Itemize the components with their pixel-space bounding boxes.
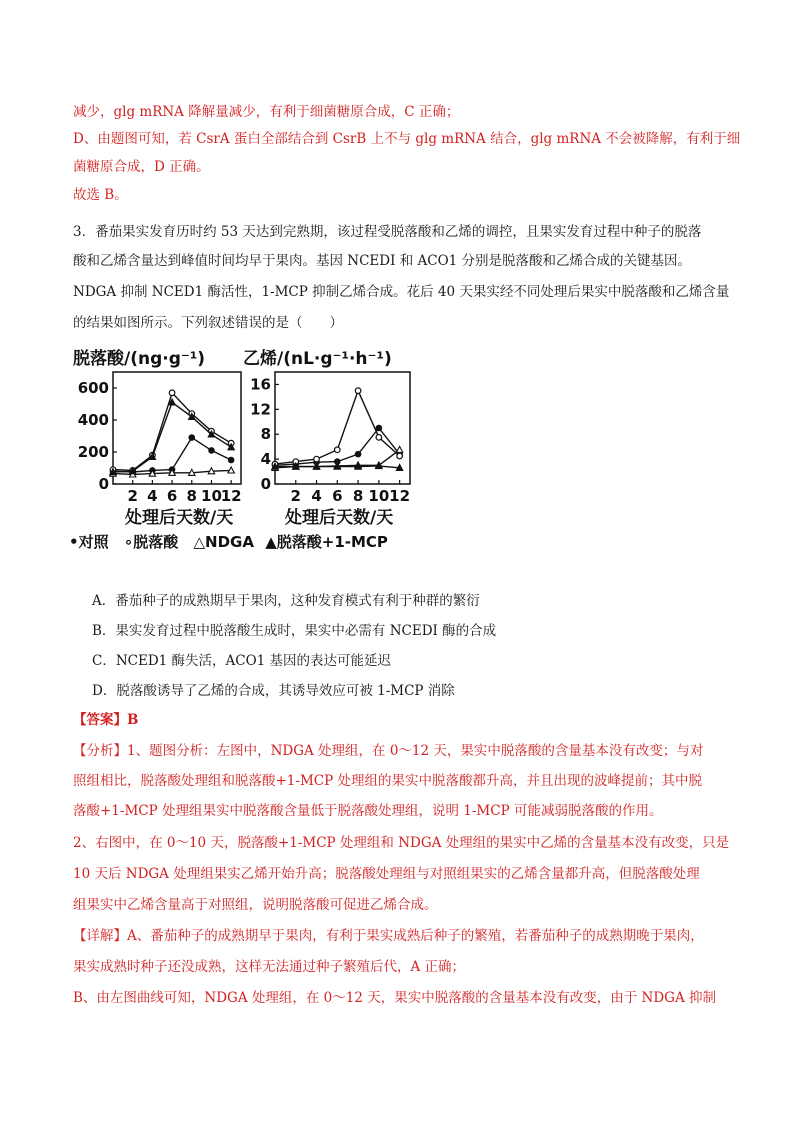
- analysis-line-1: 【分析】1、题图分析：左图中，NDGA 处理组，在 0～12 天，果实中脱落酸的含量基本没有改变；与对: [73, 743, 704, 759]
- question-line-1: 3．番茄果实发育历时约 53 天达到完熟期，该过程受脱落酸和乙烯的调控，且果实发育过程中种子的脱落: [73, 224, 702, 240]
- left-chart-xlabel: 处理后天数/天: [125, 508, 234, 528]
- answer-label: 【答案】B: [73, 712, 139, 728]
- left-xtick-label-5: 12: [220, 487, 242, 505]
- text-line-3: 菌糖原合成，D 正确。: [73, 159, 210, 175]
- legend-symbol-control: •: [69, 533, 79, 551]
- detail-line-1: 【详解】A、番茄种子的成熟期早于果肉，有利于果实成熟后种子的繁殖，若番茄种子的成熟期晚于果肉，: [73, 928, 704, 944]
- left-xtick-label-2: 6: [166, 487, 178, 505]
- right-point-aba-5: [376, 435, 382, 441]
- analysis-line-5: 10 天后 NDGA 处理组果实乙烯开始升高；脱落酸处理组与对照组果实的乙烯含量都升高，但脱落酸处理: [73, 866, 700, 882]
- left-ytick-label-1: 200: [77, 443, 109, 461]
- figure-charts: [65, 340, 465, 555]
- right-ytick-label-0: 0: [260, 475, 271, 493]
- legend-label-ndga: NDGA: [205, 533, 254, 551]
- left-series: [110, 390, 235, 477]
- question-line-4: 的结果如图所示。下列叙述错误的是（ ）: [73, 315, 343, 331]
- legend-symbol-aba: ∘: [123, 533, 134, 551]
- detail-line-2: 果实成熟时种子还没成熟，这样无法通过种子繁殖后代，A 正确；: [73, 959, 466, 975]
- legend-label-aba-mcp: 脱落酸+1-MCP: [276, 533, 388, 551]
- left-xtick-label-1: 4: [147, 487, 158, 505]
- left-point-control-4: [189, 435, 195, 441]
- right-xtick-label-1: 4: [311, 487, 322, 505]
- question-line-3: NDGA 抑制 NCED1 酶活性，1-MCP 抑制乙烯合成。花后 40 天果实经不同处理后果实中脱落酸和乙烯含量: [73, 284, 730, 300]
- left-point-aba-3: [169, 390, 175, 396]
- right-point-control-4: [355, 451, 361, 457]
- right-point-control-5: [376, 425, 382, 431]
- option-c: C．NCED1 酶失活，ACO1 基因的表达可能延迟: [92, 653, 392, 669]
- legend-symbol-aba-mcp: ▲: [265, 533, 277, 551]
- right-xtick-label-3: 8: [352, 487, 364, 505]
- text-line-2: D、由题图可知，若 CsrA 蛋白全部结合到 CsrB 上不与 glg mRNA 结合，glg mRNA 不会被降解，有利于细: [73, 131, 741, 147]
- right-point-aba-3: [335, 447, 341, 453]
- legend-label-control: 对照: [78, 533, 109, 551]
- legend-symbol-ndga: △: [193, 533, 206, 551]
- right-xtick-label-0: 2: [290, 487, 301, 505]
- left-ytick-label-3: 600: [77, 379, 109, 397]
- right-point-aba-4: [355, 388, 361, 394]
- right-ytick-label-4: 16: [250, 375, 271, 394]
- left-point-control-5: [209, 448, 215, 454]
- question-line-2: 酸和乙烯含量达到峰值时间均早于果肉。基因 NCEDI 和 ACO1 分别是脱落酸和乙烯合成的关键基因。: [73, 253, 692, 269]
- right-chart-title: 乙烯/(nL·g⁻¹·h⁻¹): [243, 349, 392, 369]
- left-point-control-6: [228, 457, 234, 463]
- right-point-aba-2: [314, 456, 320, 462]
- left-xtick-label-0: 2: [127, 487, 138, 505]
- legend: [69, 533, 388, 551]
- left-ytick-label-2: 400: [77, 411, 109, 429]
- text-line-1: 减少，glg mRNA 降解量减少，有利于细菌糖原合成，C 正确；: [73, 104, 460, 120]
- analysis-line-4: 2、右图中，在 0～10 天，脱落酸+1-MCP 处理组和 NDGA 处理组的果实中乙烯的含量基本没有改变，只是: [73, 835, 730, 851]
- right-xtick-label-5: 12: [389, 487, 411, 505]
- right-point-aba-6: [397, 453, 403, 459]
- option-a: A．番茄种子的成熟期早于果肉，这种发育模式有利于种群的繁衍: [92, 593, 480, 609]
- left-xtick-label-3: 8: [186, 487, 197, 505]
- right-ytick-label-1: 4: [260, 450, 271, 469]
- option-b: B．果实发育过程中脱落酸生成时，果实中必需有 NCEDI 酶的合成: [92, 623, 497, 639]
- option-d: D．脱落酸诱导了乙烯的合成，其诱导效应可被 1-MCP 消除: [92, 683, 455, 699]
- right-ytick-label-2: 8: [260, 425, 271, 444]
- text-line-4: 故选 B。: [73, 187, 128, 203]
- detail-line-3: B、由左图曲线可知，NDGA 处理组，在 0～12 天，果实中脱落酸的含量基本没有改变，由于 NDGA 抑制: [73, 990, 716, 1006]
- right-series: [272, 388, 403, 471]
- right-point-ndga-6: [396, 446, 402, 452]
- analysis-line-3: 落酸+1-MCP 处理组果实中脱落酸含量低于脱落酸处理组，说明 1-MCP 可能减弱脱落酸的作用。: [73, 803, 663, 819]
- analysis-line-2: 照组相比，脱落酸处理组和脱落酸+1-MCP 处理组的果实中脱落酸都升高，并且出现的波峰提前；其中脱: [73, 773, 702, 789]
- analysis-line-6: 组果实中乙烯含量高于对照组，说明脱落酸可促进乙烯合成。: [73, 897, 438, 913]
- left-ytick-label-0: 0: [98, 475, 109, 493]
- right-xtick-label-4: 10: [368, 487, 390, 505]
- legend-label-aba: 脱落酸: [133, 533, 179, 551]
- left-xtick-label-4: 10: [201, 487, 222, 505]
- right-xtick-label-2: 6: [332, 487, 343, 505]
- left-chart-title: 脱落酸/(ng·g⁻¹): [73, 349, 206, 369]
- right-ytick-label-3: 12: [250, 400, 271, 419]
- right-chart-xlabel: 处理后天数/天: [285, 508, 394, 528]
